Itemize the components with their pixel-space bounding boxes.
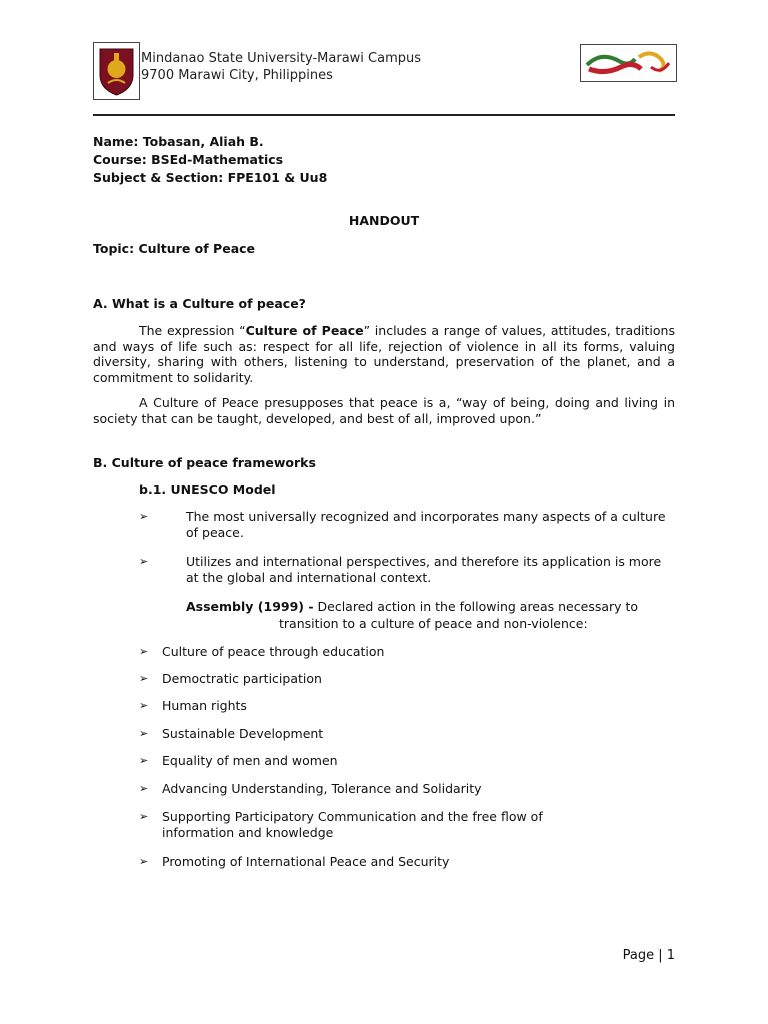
list-item: Democtratic participation <box>162 671 322 686</box>
list-item: The most universally recognized and incorporates many aspects of a culture of peace. <box>186 509 666 540</box>
list-item: Utilizes and international perspectives, and therefore its application is more at the global and international context. <box>186 554 662 585</box>
list-item: Sustainable Development <box>162 726 324 741</box>
arrow-bullet-icon: ➢ <box>139 810 149 823</box>
arrow-bullet-icon: ➢ <box>139 510 149 523</box>
list-item: Human rights <box>162 698 247 713</box>
assembly-line <box>186 599 638 615</box>
p1-text-end: ” includes a range of values, attitudes, traditions and ways of life such as: respect for all life, rejection of violence in all its forms, valuing diversity, sharing with others, listening to understand, preservation of the planet, and a commitment to solidarity. <box>93 323 675 385</box>
section-a-paragraph-1 <box>93 323 675 385</box>
arrow-bullet-icon: ➢ <box>139 699 149 712</box>
student-info <box>93 134 327 186</box>
section-a-heading: A. What is a Culture of peace? <box>93 296 306 311</box>
arrow-bullet-icon: ➢ <box>139 782 149 795</box>
arrow-bullet-icon: ➢ <box>139 855 149 868</box>
list-item: Supporting Participatory Communication and the free flow of information and knowledge <box>162 809 543 840</box>
handout-title: HANDOUT <box>348 213 420 228</box>
list-item: Culture of peace through education <box>162 644 385 659</box>
msu-seal-logo <box>93 42 140 100</box>
arrow-bullet-icon: ➢ <box>139 555 149 568</box>
university-address: 9700 Marawi City, Philippines <box>141 68 333 83</box>
university-name: Mindanao State University-Marawi Campus <box>141 51 422 66</box>
topic-line: Topic: Culture of Peace <box>93 241 256 256</box>
list-item: Advancing Understanding, Tolerance and Solidarity <box>162 781 482 796</box>
section-b-subheading: b.1. UNESCO Model <box>139 482 276 497</box>
section-a-paragraph-2: A Culture of Peace presupposes that peace is a, “way of being, doing and living in society that can be taught, developed, and best of all, improved upon.” <box>93 395 675 426</box>
university-header <box>141 50 421 84</box>
list-item: Promoting of International Peace and Security <box>162 854 450 869</box>
p1-bold-term: Culture of Peace <box>245 323 364 338</box>
section-b-heading: B. Culture of peace frameworks <box>93 455 316 470</box>
student-name: Name: Tobasan, Aliah B. <box>93 134 264 149</box>
student-subject: Subject & Section: FPE101 & Uu8 <box>93 170 328 185</box>
assembly-line-2: transition to a culture of peace and non-violence: <box>279 616 588 631</box>
arrow-bullet-icon: ➢ <box>139 645 149 658</box>
maranao-okir-logo <box>580 44 677 82</box>
arrow-bullet-icon: ➢ <box>139 672 149 685</box>
page-number: Page | 1 <box>622 948 675 963</box>
arrow-bullet-icon: ➢ <box>139 754 149 767</box>
p1-text-start: The expression “ <box>139 323 246 338</box>
assembly-label: Assembly (1999) - <box>186 599 314 614</box>
header-divider <box>93 114 675 116</box>
list-item: Equality of men and women <box>162 753 338 768</box>
student-course: Course: BSEd-Mathematics <box>93 152 284 167</box>
arrow-bullet-icon: ➢ <box>139 727 149 740</box>
assembly-text: Declared action in the following areas necessary to <box>313 599 639 614</box>
